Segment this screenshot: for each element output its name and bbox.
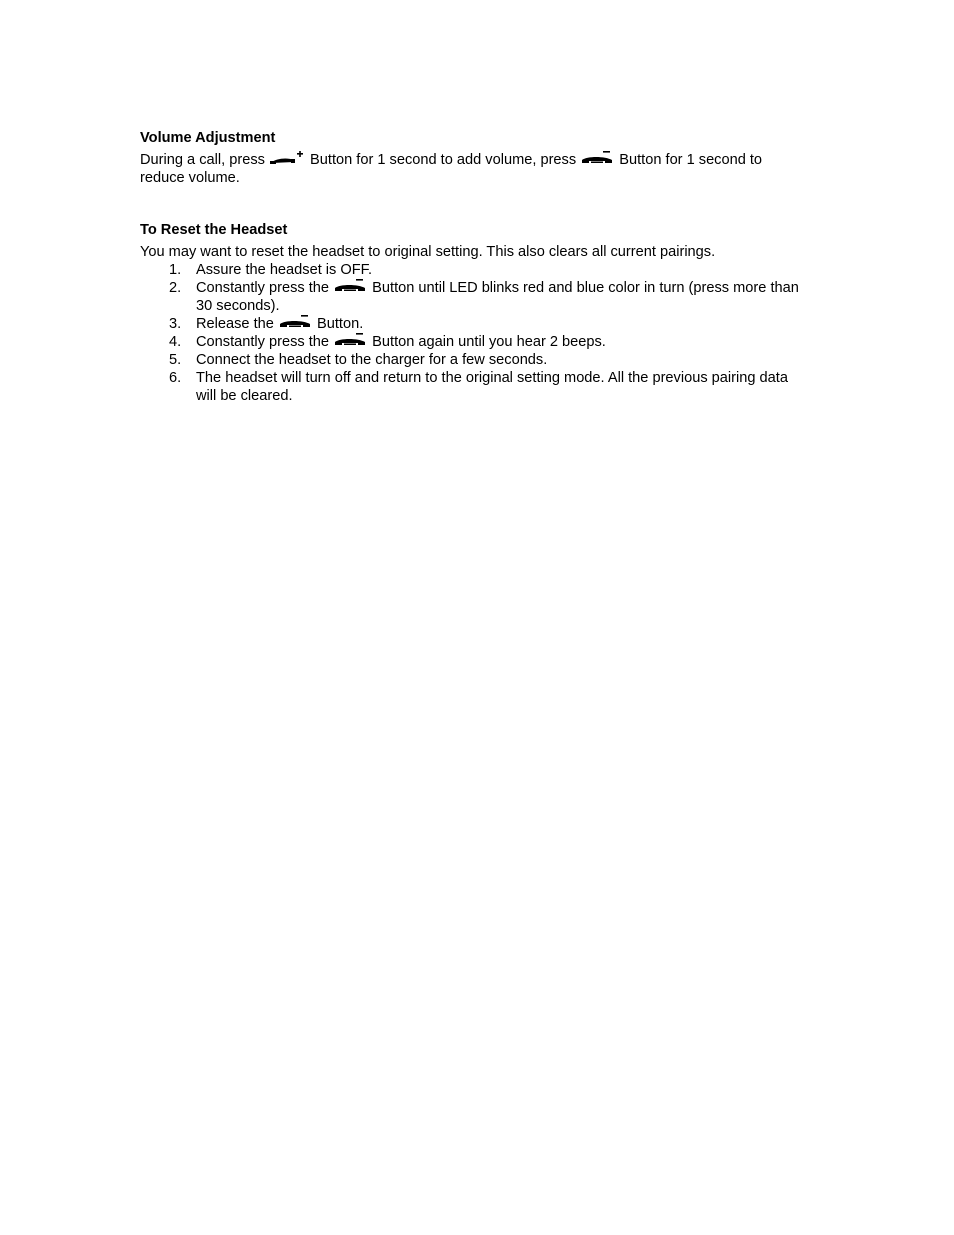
document-page	[140, 129, 800, 405]
list-item	[140, 369, 800, 405]
volume-paragraph	[140, 151, 800, 187]
reset-heading: To Reset the Headset	[140, 222, 288, 238]
list-item-text-post: Button.	[317, 316, 364, 332]
list-item-text: The headset will turn off and return to the original setting mode. All the previous pairing data will be cleared.	[196, 370, 788, 404]
phone-minus-icon	[581, 151, 613, 165]
list-item-number: 6.	[169, 370, 182, 386]
reset-section	[140, 221, 800, 405]
list-item-text: Connect the headset to the charger for a few seconds.	[196, 352, 548, 368]
list-item	[140, 279, 800, 315]
list-item-text: Assure the headset is OFF.	[196, 262, 373, 278]
list-item-text-pre: Release the	[196, 316, 274, 332]
list-item-text-post: Button again until you hear 2 beeps.	[372, 334, 606, 350]
list-item	[140, 351, 800, 369]
list-item-number: 3.	[169, 316, 182, 332]
phone-minus-icon	[279, 315, 311, 329]
volume-heading: Volume Adjustment	[140, 130, 276, 146]
reset-steps-list	[140, 261, 800, 405]
list-item-text-post: Button until LED blinks red and blue color in turn (press more than 30 seconds).	[196, 280, 799, 314]
list-item	[140, 261, 800, 279]
volume-text-1: During a call, press	[140, 152, 265, 168]
phone-minus-icon	[334, 279, 366, 293]
list-item	[140, 315, 800, 333]
list-item-number: 5.	[169, 352, 182, 368]
list-item-number: 1.	[169, 262, 182, 278]
phone-plus-icon	[270, 151, 304, 165]
phone-minus-icon	[334, 333, 366, 347]
list-item	[140, 333, 800, 351]
list-item-number: 2.	[169, 280, 182, 296]
list-item-text-pre: Constantly press the	[196, 280, 330, 296]
reset-intro: You may want to reset the headset to original setting. This also clears all current pairings.	[140, 244, 716, 260]
volume-section	[140, 129, 800, 187]
volume-text-2: Button for 1 second to add volume, press	[310, 152, 577, 168]
section-spacer	[140, 187, 800, 221]
volume-text-3: Button for 1 second to reduce volume.	[140, 152, 763, 186]
list-item-text-pre: Constantly press the	[196, 334, 330, 350]
list-item-number: 4.	[169, 334, 182, 350]
